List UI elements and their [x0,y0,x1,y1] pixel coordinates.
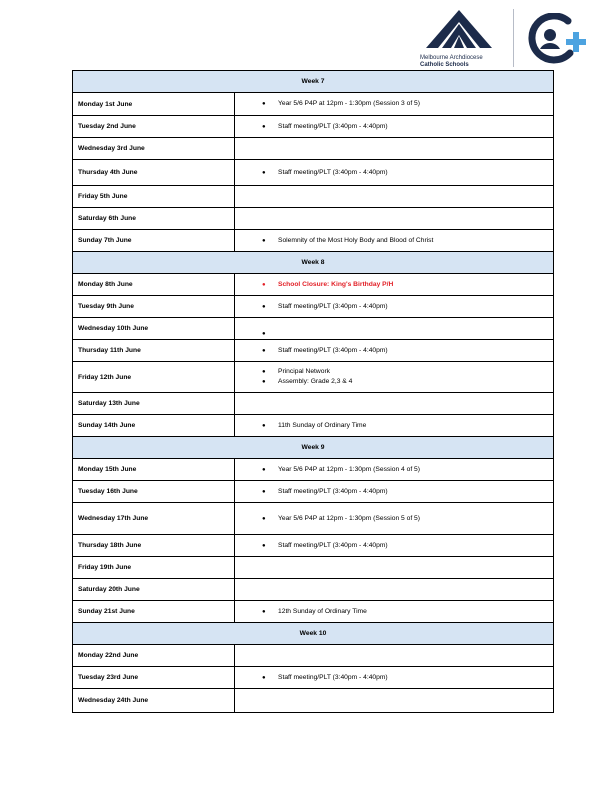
day-events [235,362,554,393]
day-row [73,186,554,208]
day-row [73,579,554,601]
day-label: Saturday 6th June [73,208,235,230]
day-label: Thursday 4th June [73,160,235,186]
event-list [240,514,548,524]
day-label: Tuesday 9th June [73,296,235,318]
day-events [235,415,554,437]
day-row [73,340,554,362]
day-row [73,138,554,160]
day-label: Tuesday 2nd June [73,116,235,138]
event-item: ● Year 5/6 P4P at 12pm - 1:30pm (Session 4 of 5) [278,465,548,475]
event-list [240,541,548,551]
event-list [240,421,548,431]
event-list [240,673,548,683]
event-item: ● 12th Sunday of Ordinary Time [278,607,548,617]
event-item: ● Staff meeting/PLT (3:40pm - 4:40pm) [278,302,548,312]
day-label: Tuesday 16th June [73,481,235,503]
event-item: ● Solemnity of the Most Holy Body and Blood of Christ [278,236,548,246]
day-label: Tuesday 23rd June [73,667,235,689]
page-header [0,0,612,70]
event-list [240,99,548,109]
day-events [235,116,554,138]
event-list [240,236,548,246]
day-row [73,645,554,667]
day-label: Sunday 21st June [73,601,235,623]
day-label: Friday 5th June [73,186,235,208]
day-events [235,535,554,557]
day-events [235,93,554,116]
day-row [73,160,554,186]
event-list [240,302,548,312]
event-list [240,487,548,497]
week-header-row [73,437,554,459]
day-label: Wednesday 24th June [73,689,235,713]
day-row [73,116,554,138]
day-label: Saturday 13th June [73,393,235,415]
day-row [73,362,554,393]
arch-logo-icon [424,8,494,48]
day-events [235,645,554,667]
day-row [73,415,554,437]
event-item: ● Staff meeting/PLT (3:40pm - 4:40pm) [278,346,548,356]
day-label: Thursday 11th June [73,340,235,362]
calendar-table [72,70,554,713]
day-row [73,557,554,579]
day-label: Monday 8th June [73,274,235,296]
week-title: Week 9 [73,437,554,459]
event-list [240,346,548,356]
day-row [73,689,554,713]
day-row [73,274,554,296]
day-events [235,459,554,481]
day-events [235,296,554,318]
day-row [73,459,554,481]
event-item: ● Staff meeting/PLT (3:40pm - 4:40pm) [278,122,548,132]
day-events [235,340,554,362]
day-label: Saturday 20th June [73,579,235,601]
day-row [73,93,554,116]
week-header-row [73,252,554,274]
event-list [240,122,548,132]
day-events [235,601,554,623]
org-name-line2: Catholic Schools [420,61,469,68]
event-item-highlight: ● School Closure: King's Birthday P/H [278,280,548,290]
day-row [73,667,554,689]
day-label: Sunday 14th June [73,415,235,437]
day-events [235,208,554,230]
day-events [235,138,554,160]
day-row [73,481,554,503]
day-events [235,481,554,503]
week-header-row [73,71,554,93]
event-item: ● Staff meeting/PLT (3:40pm - 4:40pm) [278,168,548,178]
day-events [235,579,554,601]
macs-logo [420,8,502,70]
day-row [73,535,554,557]
day-label: Monday 1st June [73,93,235,116]
day-events [235,667,554,689]
week-header-row [73,623,554,645]
event-item: ● Staff meeting/PLT (3:40pm - 4:40pm) [278,487,548,497]
event-item: ● Staff meeting/PLT (3:40pm - 4:40pm) [278,541,548,551]
week-title: Week 7 [73,71,554,93]
event-item: ● Assembly: Grade 2,3 & 4 [278,377,548,387]
day-events [235,557,554,579]
day-label: Friday 12th June [73,362,235,393]
day-row [73,208,554,230]
day-label: Thursday 18th June [73,535,235,557]
day-row [73,601,554,623]
day-label: Wednesday 3rd June [73,138,235,160]
org-name-line1: Melbourne Archdiocese [420,55,483,61]
logo-divider [513,9,514,67]
event-list [240,367,548,387]
day-row [73,503,554,535]
day-label: Monday 15th June [73,459,235,481]
day-events [235,689,554,713]
event-list [240,168,548,178]
day-events [235,393,554,415]
event-item: ● Year 5/6 P4P at 12pm - 1:30pm (Session 5 of 5) [278,514,548,524]
day-row [73,318,554,340]
day-events [235,503,554,535]
day-row [73,230,554,252]
event-list [240,465,548,475]
day-row [73,296,554,318]
day-events [235,318,554,340]
event-item: ● Year 5/6 P4P at 12pm - 1:30pm (Session 3 of 5) [278,99,548,109]
day-label: Wednesday 10th June [73,318,235,340]
event-item: ● Staff meeting/PLT (3:40pm - 4:40pm) [278,673,548,683]
event-list [240,607,548,617]
day-row [73,393,554,415]
day-label: Sunday 7th June [73,230,235,252]
day-label: Friday 19th June [73,557,235,579]
school-emblem-icon [526,13,592,65]
day-events [235,186,554,208]
day-label: Monday 22nd June [73,645,235,667]
week-title: Week 10 [73,623,554,645]
day-events [235,230,554,252]
week-title: Week 8 [73,252,554,274]
event-item: ● 11th Sunday of Ordinary Time [278,421,548,431]
day-events [235,160,554,186]
day-events [235,274,554,296]
event-list [240,280,548,290]
event-item: ● Principal Network [278,367,548,377]
day-label: Wednesday 17th June [73,503,235,535]
